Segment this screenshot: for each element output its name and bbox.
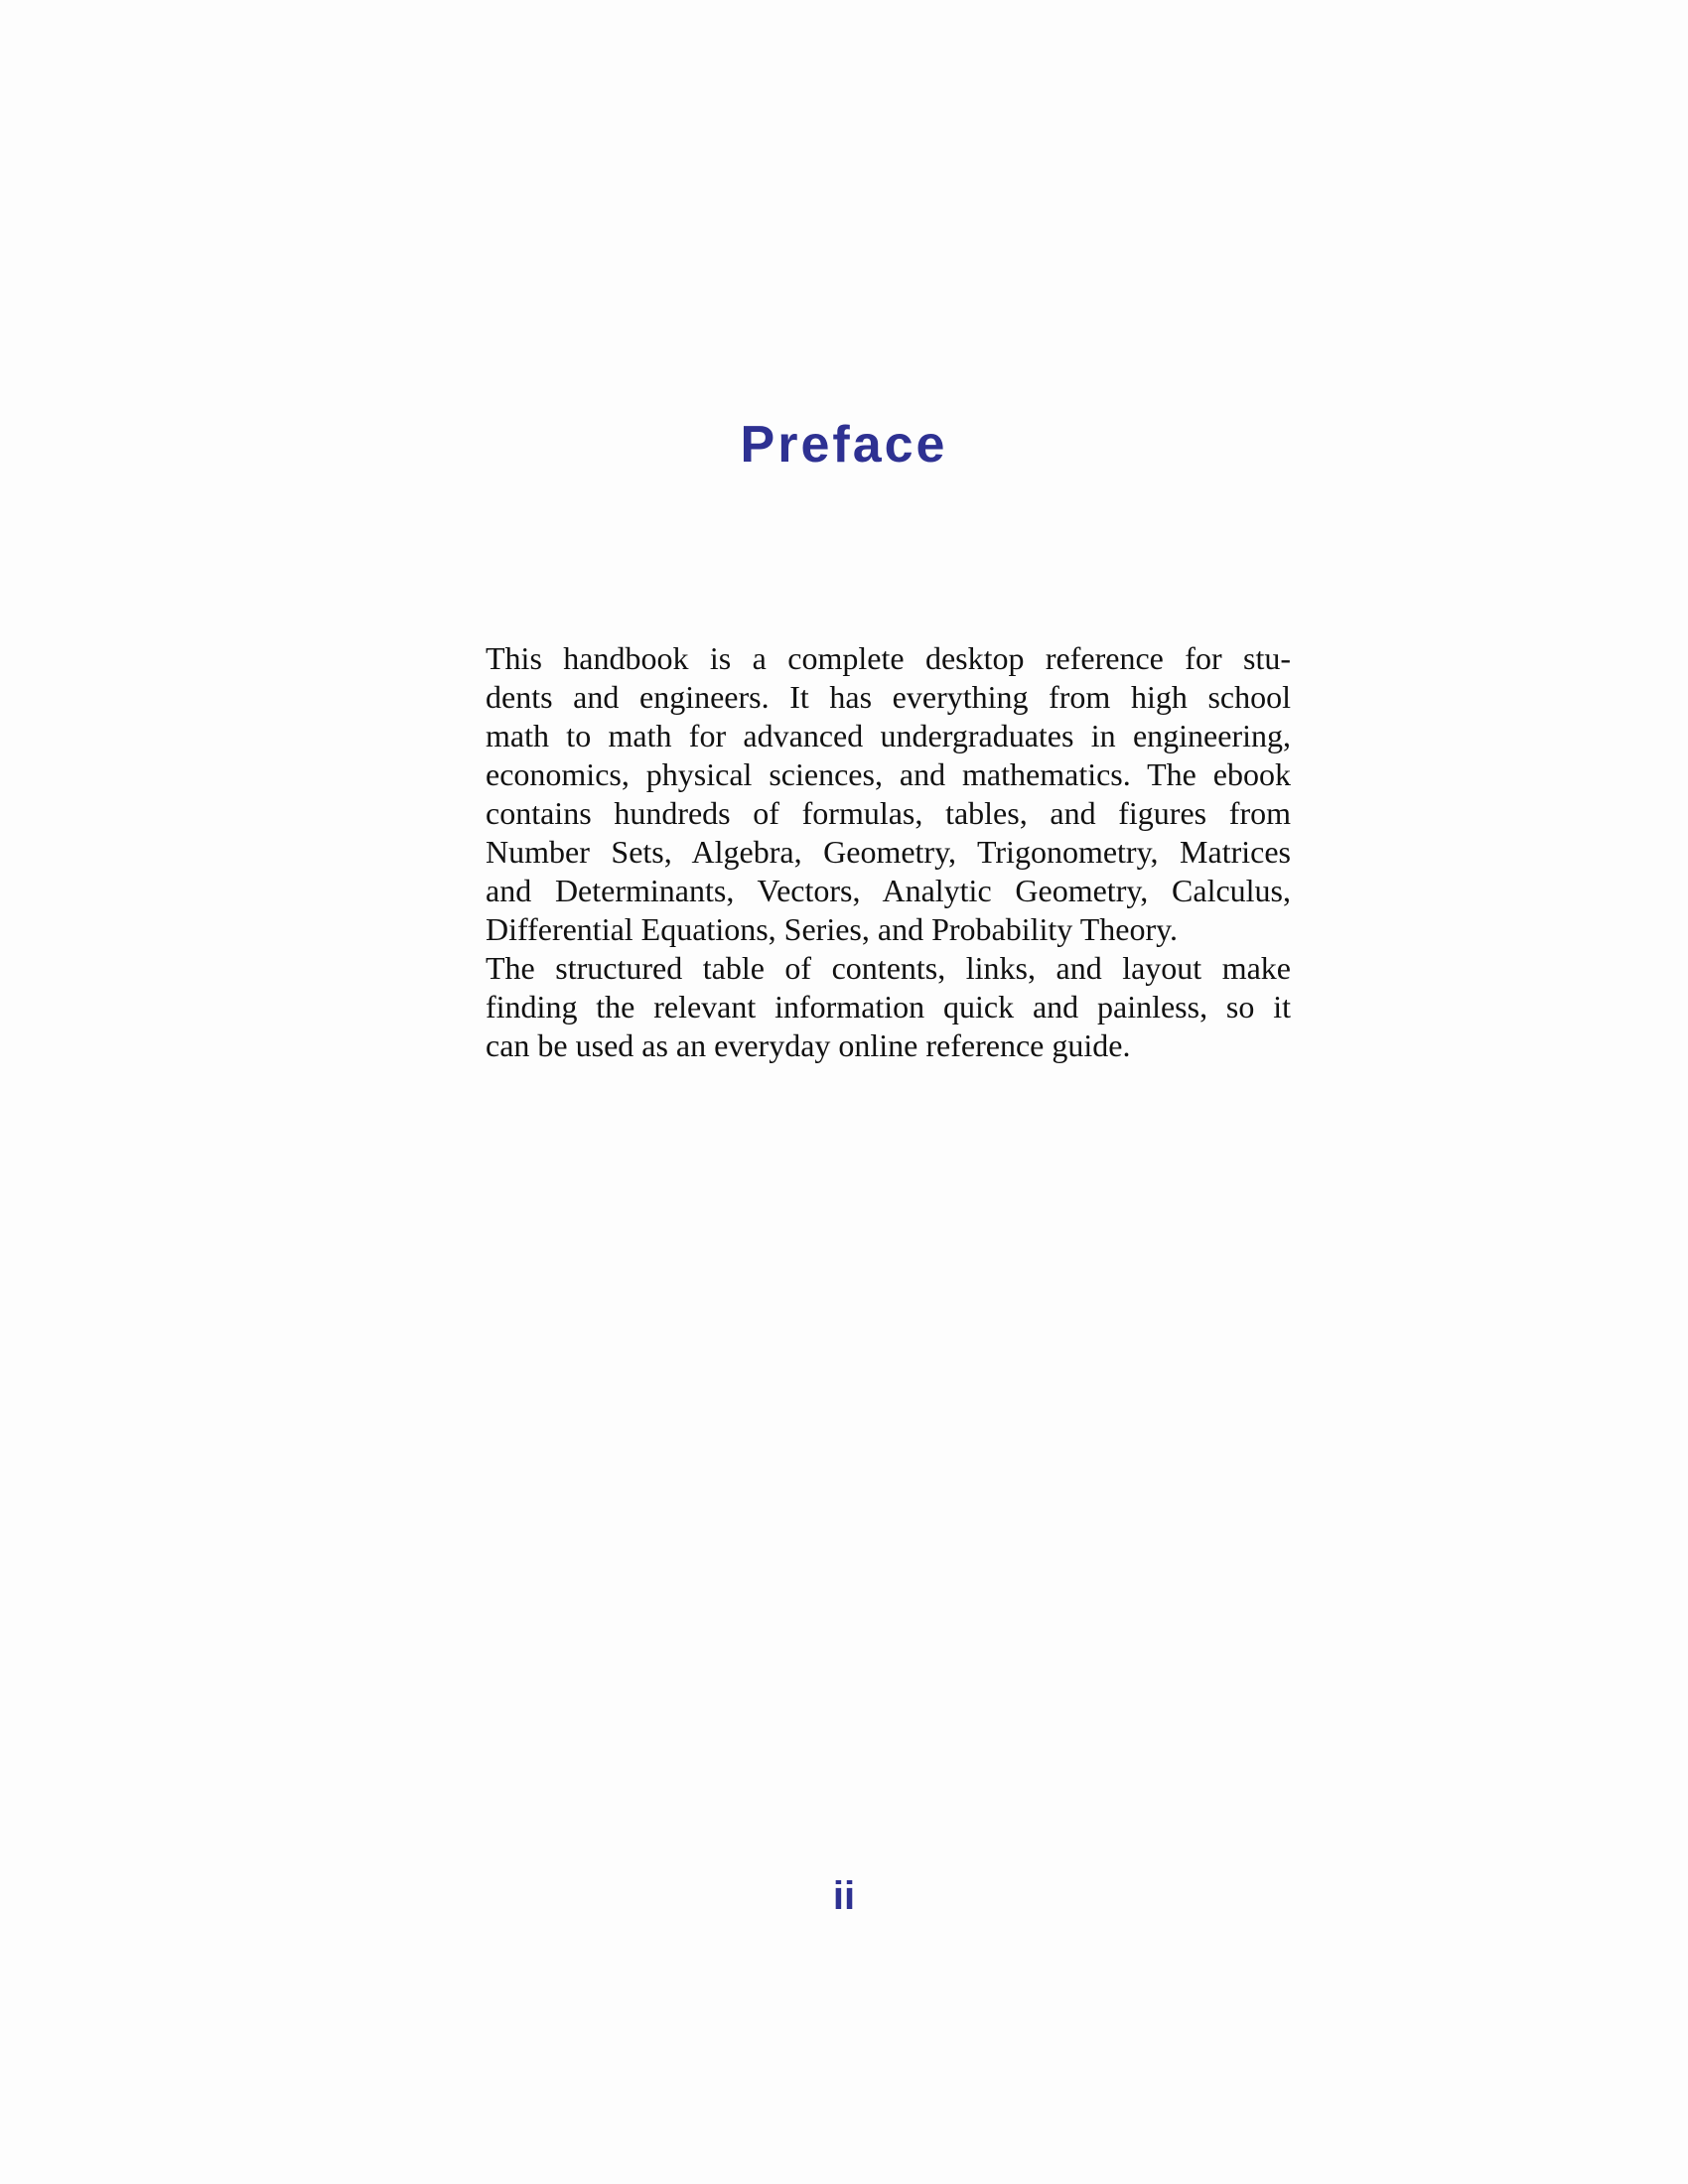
text-line: can be used as an everyday online reference guide. (486, 1027, 1131, 1063)
text-line: Number Sets, Algebra, Geometry, Trigonometry, Matrices (486, 834, 1291, 870)
text-line: math to math for advanced undergraduates in engineering, (486, 718, 1291, 753)
text-line: economics, physical sciences, and mathematics. The ebook (486, 756, 1291, 792)
text-line: The structured table of contents, links, and layout make (486, 950, 1291, 986)
page-number: ii (832, 1874, 856, 1918)
text-line: dents and engineers. It has everything from high school (486, 679, 1291, 715)
preface-body (486, 639, 1291, 1065)
text-line: contains hundreds of formulas, tables, and figures from (486, 795, 1291, 831)
text-line: This handbook is a complete desktop reference for stu- (486, 640, 1291, 676)
text-line: finding the relevant information quick and painless, so it (486, 989, 1291, 1024)
paragraph-1 (486, 639, 1291, 949)
text-line: and Determinants, Vectors, Analytic Geometry, Calculus, (486, 873, 1291, 908)
paragraph-2 (486, 949, 1291, 1065)
text-line: Differential Equations, Series, and Probability Theory. (486, 911, 1179, 947)
page-title: Preface (740, 416, 948, 474)
